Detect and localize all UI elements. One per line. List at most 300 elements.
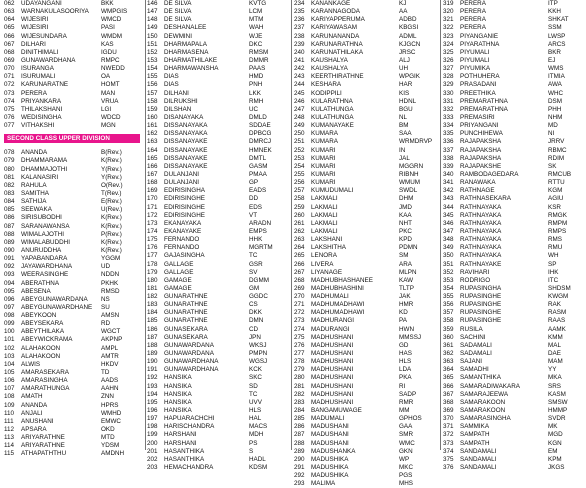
list-item [4, 90, 140, 98]
entry-number: 353 [443, 276, 454, 284]
list-item [294, 8, 440, 16]
entry-number: 147 [147, 8, 158, 16]
entry-number: 286 [294, 423, 305, 431]
entry-number: 354 [443, 284, 454, 292]
entry-number: 151 [147, 40, 158, 48]
list-item [294, 73, 440, 81]
entry-name: KEERTHIRATHNE [311, 73, 364, 81]
entry-number: 363 [443, 358, 454, 366]
list-item [147, 285, 287, 293]
entry-initials: ARA [399, 260, 412, 268]
list-item [294, 106, 440, 114]
entry-initials: SV [249, 268, 258, 276]
entry-number: 248 [294, 113, 305, 121]
entry-initials: MACS [249, 423, 268, 431]
entry-initials: YY [548, 366, 557, 374]
entry-name: SADAMALI [460, 350, 492, 358]
entry-name: MADHUSHANI [311, 382, 354, 390]
entry-initials: K(Rev.) [101, 157, 122, 165]
entry-initials: AMPL [101, 344, 119, 352]
entry-initials: VRUA [101, 97, 119, 105]
entry-initials: HMR [399, 301, 414, 309]
entry-initials: SSM [548, 24, 562, 32]
entry-number: 362 [443, 350, 454, 358]
list-item [147, 252, 287, 260]
list-item [4, 114, 140, 122]
list-item [4, 198, 140, 206]
list-item [4, 157, 140, 165]
entry-initials: MK [548, 423, 558, 431]
list-item [294, 301, 440, 309]
entry-number: 113 [4, 434, 15, 442]
list-item [4, 33, 140, 41]
entry-name: GUNARATHNE [164, 301, 208, 309]
entry-number: 183 [147, 301, 158, 309]
entry-initials: PGS [399, 472, 413, 480]
entry-initials: RMCUB [548, 170, 572, 178]
list-item [443, 366, 585, 374]
entry-name: GAMAGE [164, 276, 192, 284]
entry-number: 187 [147, 333, 158, 341]
entry-name: KARUNARATHNA [311, 40, 363, 48]
entry-number: 261 [294, 219, 305, 227]
entry-initials: DMRCJ [249, 138, 272, 146]
list-item [443, 244, 585, 252]
entry-number: 083 [4, 189, 15, 197]
entry-number: 103 [4, 352, 15, 360]
entry-name: MADHUBHASHANEE [311, 276, 373, 284]
entry-name: HARSHANI [164, 439, 197, 447]
list-item [294, 114, 440, 122]
list-item [443, 122, 585, 130]
list-item [4, 296, 140, 304]
entry-name: THILAKSHANI [21, 105, 63, 113]
entry-name: MADHUSHANI [311, 366, 354, 374]
list-item [4, 73, 140, 81]
entry-number: 164 [147, 146, 158, 154]
entry-name: KARIYAWASAM [311, 24, 357, 32]
entry-name: VITHAKSHI [21, 122, 55, 130]
entry-number: 068 [4, 48, 15, 56]
entry-initials: HMMP [548, 407, 568, 415]
entry-name: DINITHIMALI [21, 48, 59, 56]
entry-number: 267 [294, 268, 305, 276]
list-item [147, 49, 287, 57]
entry-number: 086 [4, 214, 15, 222]
entry-initials: PAAS [249, 65, 266, 73]
entry-name: PIYARATHNA [460, 40, 500, 48]
entry-number: 345 [443, 211, 454, 219]
entry-initials: WMUM [399, 179, 420, 187]
entry-name: ALAHAKOON [21, 344, 61, 352]
list-item [4, 149, 140, 157]
entry-name: KARANNAGODA [311, 8, 360, 16]
col1-top-list [4, 0, 140, 130]
list-item [4, 122, 140, 130]
list-item [294, 155, 440, 163]
list-item [294, 269, 440, 277]
list-item [294, 480, 440, 488]
entry-number: 370 [443, 415, 454, 423]
entry-number: 238 [294, 32, 305, 40]
entry-name: EKANAYAKA [164, 219, 202, 227]
entry-name: PIYUMIKA [460, 65, 491, 73]
entry-number: 188 [147, 341, 158, 349]
list-item [294, 342, 440, 350]
entry-name: SAMITHA [21, 189, 49, 197]
list-item [147, 195, 287, 203]
entry-name: MADUSHANI [311, 439, 349, 447]
list-item [147, 383, 287, 391]
entry-name: HANSIKA [164, 382, 192, 390]
entry-number: 339 [443, 162, 454, 170]
entry-number: 184 [147, 309, 158, 317]
entry-initials: RMH [249, 97, 264, 105]
entry-number: 149 [147, 24, 158, 32]
entry-number: 259 [294, 203, 305, 211]
entry-number: 200 [147, 439, 158, 447]
col1-bottom-list [4, 149, 140, 458]
entry-initials: ADBD [399, 16, 417, 24]
entry-name: MADUSHANI [311, 423, 349, 431]
entry-name: PREMARATHNA [460, 105, 508, 113]
entry-name: DEWMINI [164, 32, 192, 40]
entry-number: 197 [147, 415, 158, 423]
entry-name: PRASADANI [460, 81, 497, 89]
entry-number: 157 [147, 89, 158, 97]
entry-initials: HLS [399, 358, 412, 366]
list-item [443, 342, 585, 350]
entry-initials: PS [249, 439, 258, 447]
entry-name: RAMBODAGEDARA [460, 170, 519, 178]
entry-name: SAMARAKOON [460, 407, 506, 415]
entry-initials: SMR [399, 431, 413, 439]
entry-number: 175 [147, 236, 158, 244]
list-item [147, 236, 287, 244]
entry-name: GUNASEKARA [164, 325, 208, 333]
entry-number: 251 [294, 138, 305, 146]
list-item [443, 114, 585, 122]
list-item [443, 431, 585, 439]
entry-number: 161 [147, 122, 158, 130]
entry-name: SAMARADIWAKARA [460, 382, 520, 390]
entry-name: KUMARI [311, 170, 336, 178]
entry-name: DILHARI [21, 40, 46, 48]
entry-initials: TC [249, 252, 258, 260]
list-item [443, 24, 585, 32]
entry-number: 089 [4, 238, 15, 246]
entry-name: PERERA [460, 8, 486, 16]
entry-number: 152 [147, 48, 158, 56]
entry-number: 181 [147, 284, 158, 292]
column-divider [440, 0, 441, 450]
entry-initials: ZNN [101, 393, 114, 401]
entry-number: 182 [147, 293, 158, 301]
entry-initials: SDDAE [249, 122, 271, 130]
entry-number: 185 [147, 317, 158, 325]
entry-initials: GSR [249, 260, 263, 268]
list-item [294, 90, 440, 98]
list-item [147, 415, 287, 423]
list-item [443, 8, 585, 16]
list-item [4, 361, 140, 369]
entry-number: 177 [147, 252, 158, 260]
entry-name: SACHINI [460, 333, 486, 341]
entry-initials: MGRTM [249, 244, 273, 252]
entry-name: KALANASIRI [21, 173, 59, 181]
entry-initials: KAA [399, 211, 412, 219]
entry-initials: IHK [548, 268, 559, 276]
entry-number: 069 [4, 56, 15, 64]
list-item [4, 231, 140, 239]
entry-name: ABEYWICKRAMA [21, 336, 73, 344]
list-item [294, 228, 440, 236]
entry-name: RUPASINGHA [460, 284, 502, 292]
entry-number: 095 [4, 287, 15, 295]
column-4 [443, 0, 585, 472]
list-item [443, 236, 585, 244]
list-item [147, 358, 287, 366]
list-item [4, 450, 140, 458]
entry-initials: DAE [548, 350, 561, 358]
list-item [4, 369, 140, 377]
entry-initials: WMS [548, 65, 564, 73]
entry-name: RUPASINGHE [460, 317, 502, 325]
entry-name: FERNANDO [164, 236, 200, 244]
list-item [147, 391, 287, 399]
entry-number: 096 [4, 295, 15, 303]
list-item [147, 179, 287, 187]
entry-initials: NS [101, 295, 110, 303]
entry-initials: UVV [249, 398, 262, 406]
list-item [147, 212, 287, 220]
list-item [443, 456, 585, 464]
list-item [147, 81, 287, 89]
list-item [443, 155, 585, 163]
entry-number: 336 [443, 138, 454, 146]
list-item [147, 326, 287, 334]
entry-initials: DD [249, 195, 259, 203]
entry-number: 195 [147, 398, 158, 406]
list-item [147, 0, 287, 8]
entry-number: 327 [443, 65, 454, 73]
entry-number: 254 [294, 162, 305, 170]
entry-name: ISURANGA [21, 65, 54, 73]
entry-number: 171 [147, 203, 158, 211]
entry-number: 198 [147, 423, 158, 431]
entry-number: 257 [294, 187, 305, 195]
entry-initials: GPHOS [399, 415, 422, 423]
entry-number: 077 [4, 122, 15, 130]
entry-number: 091 [4, 255, 15, 263]
entry-number: 269 [294, 284, 305, 292]
entry-number: 201 [147, 447, 158, 455]
entry-initials: EDS [249, 203, 262, 211]
entry-initials: RMU [548, 244, 563, 252]
entry-number: 067 [4, 40, 15, 48]
list-item [147, 448, 287, 456]
entry-name: KUMARA [311, 130, 338, 138]
list-item [294, 212, 440, 220]
list-item [443, 293, 585, 301]
entry-name: DULANJANI [164, 179, 199, 187]
entry-number: 242 [294, 65, 305, 73]
entry-initials: KAS [101, 40, 114, 48]
entry-name: MADHUMADHAWI [311, 309, 365, 317]
entry-name: PERERA [21, 89, 47, 97]
entry-number: 174 [147, 227, 158, 235]
entry-number: 153 [147, 56, 158, 64]
list-item [443, 204, 585, 212]
entry-initials: ARCS [548, 40, 566, 48]
entry-name: RATHNAGE [460, 187, 495, 195]
entry-number: 065 [4, 24, 15, 32]
entry-initials: ADML [399, 32, 417, 40]
entry-number: 331 [443, 97, 454, 105]
entry-name: MADHUMADHAWI [311, 301, 365, 309]
entry-initials: GD [399, 341, 409, 349]
list-item [294, 171, 440, 179]
entry-name: DILSHAN [164, 105, 192, 113]
list-item [147, 374, 287, 382]
entry-number: 278 [294, 358, 305, 366]
entry-name: DHARMAPALA [164, 40, 207, 48]
entry-number: 281 [294, 382, 305, 390]
entry-number: 333 [443, 113, 454, 121]
list-item [443, 57, 585, 65]
list-item [147, 8, 287, 16]
entry-number: 347 [443, 227, 454, 235]
list-item [4, 98, 140, 106]
entry-initials: DKK [249, 309, 262, 317]
entry-initials: NHT [399, 219, 412, 227]
entry-name: DE SILVA [164, 16, 192, 24]
entry-name: WIMALAJOTHI [21, 230, 65, 238]
entry-name: SATHIJA [21, 198, 47, 206]
entry-initials: WGSJ [249, 358, 268, 366]
entry-number: 274 [294, 325, 305, 333]
entry-number: 245 [294, 89, 305, 97]
entry-number: 169 [147, 187, 158, 195]
entry-initials: MAN [101, 89, 115, 97]
list-item [443, 16, 585, 24]
entry-name: SANDAMALI [460, 455, 497, 463]
entry-name: MADHURANGI [311, 317, 355, 325]
list-item [294, 204, 440, 212]
entry-initials: YDSM [101, 442, 120, 450]
entry-initials: GAA [399, 423, 413, 431]
entry-number: 074 [4, 97, 15, 105]
entry-number: 203 [147, 464, 158, 472]
entry-initials: EM [548, 447, 558, 455]
entry-initials: AWA [548, 81, 562, 89]
entry-initials: PKC [399, 227, 412, 235]
entry-number: 235 [294, 8, 305, 16]
list-item [294, 285, 440, 293]
list-item [4, 239, 140, 247]
entry-initials: MD [548, 122, 558, 130]
list-item [147, 73, 287, 81]
list-item [147, 342, 287, 350]
list-item [443, 358, 585, 366]
list-item [4, 0, 140, 8]
entry-number: 146 [147, 0, 158, 7]
entry-number: 280 [294, 374, 305, 382]
entry-number: 348 [443, 236, 454, 244]
entry-name: LAKMALI [311, 227, 338, 235]
entry-name: GALLAGE [164, 260, 194, 268]
entry-number: 285 [294, 415, 305, 423]
entry-initials: EMPS [249, 227, 267, 235]
entry-name: GUNAWARDANA [164, 341, 214, 349]
entry-initials: HLS [249, 407, 262, 415]
entry-number: 320 [443, 8, 454, 16]
list-item [443, 73, 585, 81]
entry-initials: SWDL [399, 187, 418, 195]
list-item [147, 41, 287, 49]
entry-initials: RMSM [249, 48, 269, 56]
list-item [294, 195, 440, 203]
entry-name: KULATHUNGA [311, 113, 354, 121]
entry-name: GUNARATHNE [164, 309, 208, 317]
entry-name: DHAMMAJOTHI [21, 165, 68, 173]
list-item [147, 423, 287, 431]
entry-initials: KASM [548, 390, 566, 398]
entry-initials: KPM [548, 455, 562, 463]
entry-initials: GASM [249, 162, 268, 170]
entry-number: 277 [294, 350, 305, 358]
entry-initials: KWGM [548, 293, 569, 301]
list-item [4, 271, 140, 279]
entry-name: KARUNANANDA [311, 32, 360, 40]
list-item [443, 407, 585, 415]
entry-initials: KMM [548, 333, 563, 341]
entry-name: EDIRISINGHE [164, 195, 205, 203]
entry-number: 279 [294, 366, 305, 374]
entry-number: 108 [4, 393, 15, 401]
list-item [147, 261, 287, 269]
list-item [443, 399, 585, 407]
entry-number: 166 [147, 162, 158, 170]
list-item [443, 277, 585, 285]
entry-initials: GGDC [249, 293, 268, 301]
entry-name: DHARMAWANSHA [164, 65, 219, 73]
entry-number: 349 [443, 244, 454, 252]
list-item [294, 399, 440, 407]
entry-number: 110 [4, 409, 15, 417]
list-item [4, 304, 140, 312]
list-item [294, 464, 440, 472]
entry-number: 260 [294, 211, 305, 219]
list-item [443, 448, 585, 456]
entry-number: 073 [4, 89, 15, 97]
entry-initials: HHK [249, 236, 263, 244]
entry-initials: LKK [249, 89, 261, 97]
entry-number: 107 [4, 385, 15, 393]
list-item [4, 190, 140, 198]
list-item [147, 399, 287, 407]
entry-number: 264 [294, 244, 305, 252]
entry-number: 102 [4, 344, 15, 352]
list-item [443, 212, 585, 220]
entry-name: SANDAMALI [460, 447, 497, 455]
entry-name: HAPUARACHCHI [164, 415, 215, 423]
entry-name: PERERA [460, 0, 486, 7]
list-item [294, 423, 440, 431]
entry-number: 101 [4, 336, 15, 344]
entry-initials: KJ [399, 0, 407, 7]
entry-number: 359 [443, 325, 454, 333]
